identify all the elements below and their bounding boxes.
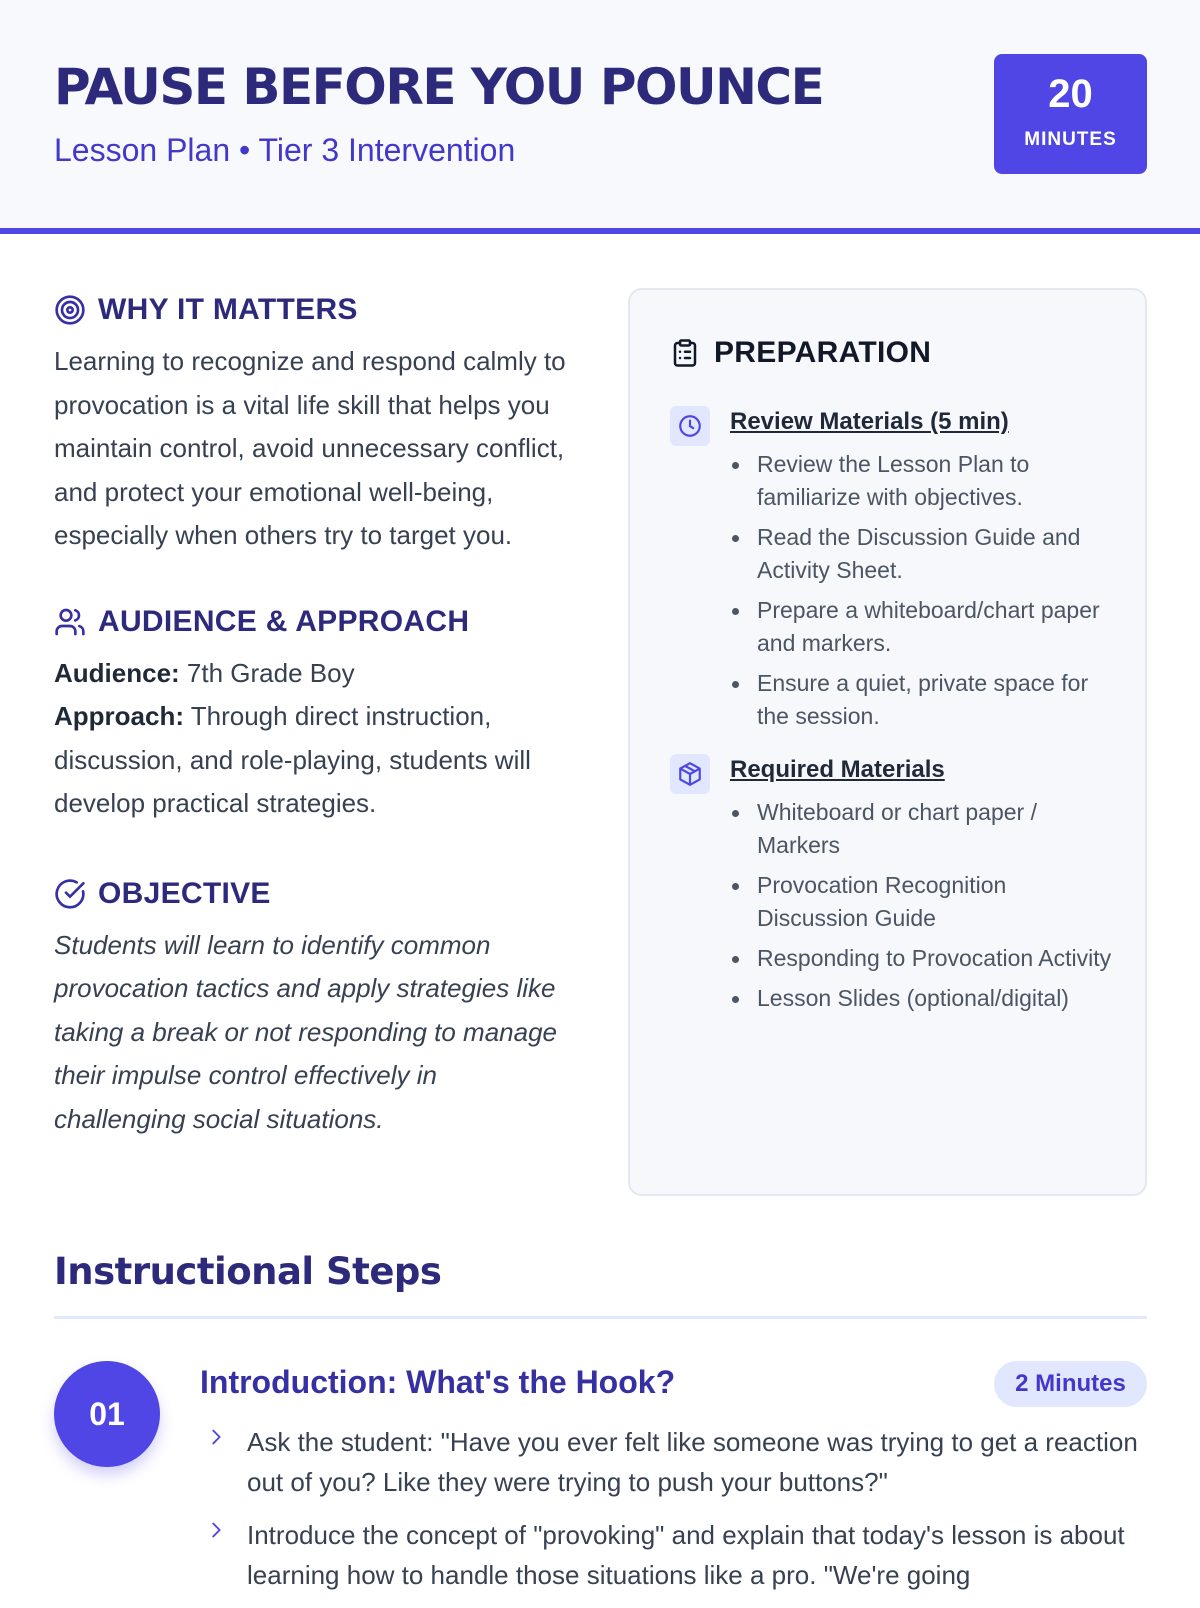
- page-subtitle: Lesson Plan • Tier 3 Intervention: [54, 132, 516, 168]
- why-it-matters-text: Learning to recognize and respond calmly to provocation is a vital life skill that helps you maintain control, avoid unnecessary conflict, and protect your emotional well-being, especially when others try to target you.: [54, 346, 566, 550]
- preparation-heading-row: [670, 336, 931, 370]
- audience-line: [54, 652, 574, 696]
- audience-heading-row: [54, 602, 574, 642]
- duration-number: 20: [1048, 72, 1093, 116]
- duration-unit: MINUTES: [1024, 129, 1117, 150]
- objective-section: [54, 874, 574, 1142]
- audience-section: [54, 602, 574, 826]
- list-item: [205, 1515, 1150, 1595]
- why-it-matters-heading-row: [54, 290, 574, 330]
- chevron-right-icon: [205, 1426, 227, 1448]
- list-item: Whiteboard or chart paper / Markers: [730, 796, 1120, 862]
- review-materials-label: Review Materials (5 min): [730, 408, 1009, 435]
- preparation-panel: [628, 288, 1147, 1196]
- approach-label: Approach:: [54, 701, 184, 731]
- review-materials-icon-box: [670, 406, 710, 446]
- list-item: Ensure a quiet, private space for the session.: [730, 667, 1120, 733]
- objective-text: Students will learn to identify common provocation tactics and apply strategies like taking a break or not responding to manage their impulse control effectively in challenging social situations.: [54, 929, 558, 1134]
- audience-value: 7th Grade Boy: [179, 657, 355, 688]
- check-circle-icon: [54, 878, 86, 910]
- review-materials-list: [730, 448, 1120, 740]
- required-materials-list: [730, 796, 1120, 1022]
- list-item: [205, 1422, 1150, 1502]
- list-item: Responding to Provocation Activity: [730, 942, 1120, 975]
- why-it-matters-heading: WHY IT MATTERS: [98, 293, 358, 326]
- step-number-badge: 01: [54, 1361, 160, 1467]
- objective-heading-row: [54, 874, 574, 914]
- list-item: Lesson Slides (optional/digital): [730, 982, 1120, 1015]
- audience-label: Audience:: [54, 657, 180, 688]
- list-item: Review the Lesson Plan to familiarize with objectives.: [730, 448, 1120, 514]
- users-icon: [54, 606, 86, 638]
- divider: [54, 1316, 1147, 1319]
- list-item: Provocation Recognition Discussion Guide: [730, 869, 1120, 935]
- chevron-right-icon: [205, 1519, 227, 1541]
- why-it-matters-section: [54, 290, 574, 558]
- step-title: Introduction: What's the Hook?: [200, 1364, 676, 1400]
- clipboard-icon: [670, 338, 700, 368]
- preparation-heading: PREPARATION: [714, 336, 932, 369]
- step-point-text: Introduce the concept of "provoking" and explain that today's lesson is about learning how to handle those situations like a pro. "We're going: [247, 1520, 1125, 1590]
- step-point-text: Ask the student: "Have you ever felt like someone was trying to get a reaction out of you? Like they were trying to push your buttons?": [247, 1427, 1138, 1497]
- clock-icon: [677, 413, 703, 439]
- target-icon: [54, 294, 86, 326]
- approach-line: [54, 695, 574, 826]
- list-item: Prepare a whiteboard/chart paper and markers.: [730, 594, 1120, 660]
- step-points-list: [205, 1422, 1150, 1608]
- duration-badge: [994, 54, 1147, 174]
- lesson-overview: [54, 290, 574, 1141]
- list-item: Read the Discussion Guide and Activity Sheet.: [730, 521, 1120, 587]
- audience-heading: AUDIENCE & APPROACH: [98, 604, 470, 638]
- page-title: PAUSE BEFORE YOU POUNCE: [54, 58, 824, 116]
- step-time-badge: 2 Minutes: [994, 1361, 1147, 1407]
- lesson-header: [0, 0, 1200, 234]
- objective-heading: OBJECTIVE: [98, 876, 271, 910]
- required-materials-icon-box: [670, 754, 710, 794]
- approach-value: Through direct instruction, discussion, and role-playing, students will develop practical strategies.: [54, 701, 531, 818]
- required-materials-label: Required Materials: [730, 756, 945, 783]
- box-icon: [677, 761, 703, 787]
- instructional-steps-heading: Instructional Steps: [54, 1250, 442, 1293]
